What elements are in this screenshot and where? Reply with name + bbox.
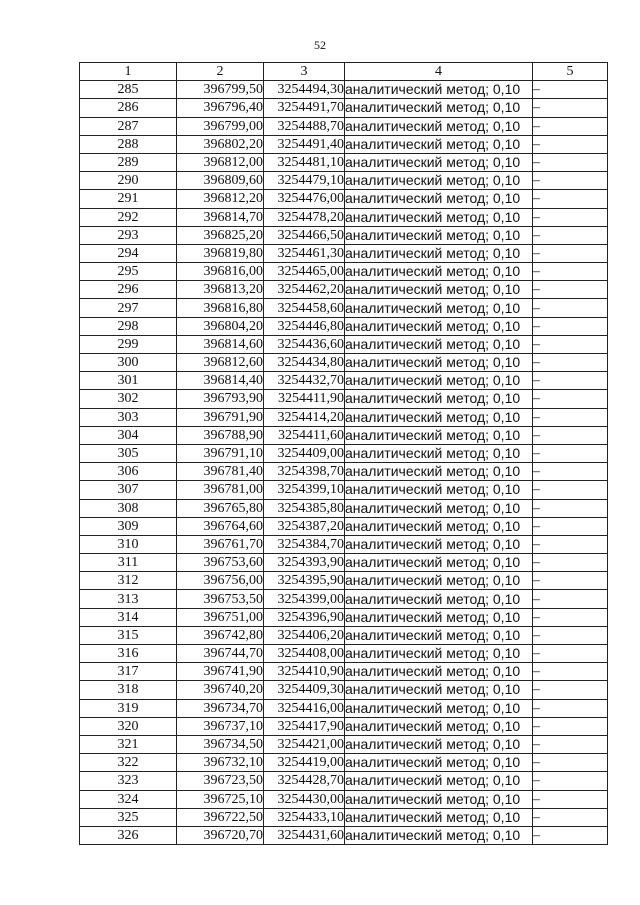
y-coordinate-cell: 3254430,00 bbox=[264, 790, 345, 808]
table-row bbox=[80, 208, 608, 226]
point-number-cell: 297 bbox=[80, 299, 177, 317]
y-coordinate-cell: 3254434,80 bbox=[264, 354, 345, 372]
y-coordinate-cell: 3254395,90 bbox=[264, 572, 345, 590]
y-coordinate-cell: 3254458,60 bbox=[264, 299, 345, 317]
y-coordinate-cell: 3254478,20 bbox=[264, 208, 345, 226]
table-row bbox=[80, 499, 608, 517]
x-coordinate-cell: 396751,00 bbox=[177, 608, 264, 626]
y-coordinate-cell: 3254421,00 bbox=[264, 735, 345, 753]
y-coordinate-cell: 3254481,10 bbox=[264, 153, 345, 171]
method-accuracy-cell: аналитический метод; 0,10 bbox=[345, 354, 533, 372]
y-coordinate-cell: 3254417,90 bbox=[264, 717, 345, 735]
note-cell: – bbox=[533, 263, 608, 281]
x-coordinate-cell: 396814,40 bbox=[177, 372, 264, 390]
x-coordinate-cell: 396816,00 bbox=[177, 263, 264, 281]
y-coordinate-cell: 3254409,30 bbox=[264, 681, 345, 699]
note-cell: – bbox=[533, 754, 608, 772]
y-coordinate-cell: 3254488,70 bbox=[264, 117, 345, 135]
note-cell: – bbox=[533, 535, 608, 553]
table-header-row bbox=[80, 63, 608, 81]
y-coordinate-cell: 3254406,20 bbox=[264, 626, 345, 644]
method-accuracy-cell: аналитический метод; 0,10 bbox=[345, 608, 533, 626]
y-coordinate-cell: 3254465,00 bbox=[264, 263, 345, 281]
table-row bbox=[80, 172, 608, 190]
method-accuracy-cell: аналитический метод; 0,10 bbox=[345, 590, 533, 608]
table-row bbox=[80, 408, 608, 426]
table-row bbox=[80, 335, 608, 353]
note-cell: – bbox=[533, 117, 608, 135]
table-row bbox=[80, 735, 608, 753]
note-cell: – bbox=[533, 645, 608, 663]
point-number-cell: 320 bbox=[80, 717, 177, 735]
table-row bbox=[80, 608, 608, 626]
y-coordinate-cell: 3254411,60 bbox=[264, 426, 345, 444]
table-row bbox=[80, 535, 608, 553]
method-accuracy-cell: аналитический метод; 0,10 bbox=[345, 281, 533, 299]
table-row bbox=[80, 281, 608, 299]
x-coordinate-cell: 396734,70 bbox=[177, 699, 264, 717]
table-row bbox=[80, 153, 608, 171]
note-cell: – bbox=[533, 444, 608, 462]
note-cell: – bbox=[533, 208, 608, 226]
table-row bbox=[80, 190, 608, 208]
method-accuracy-cell: аналитический метод; 0,10 bbox=[345, 426, 533, 444]
table-row bbox=[80, 99, 608, 117]
method-accuracy-cell: аналитический метод; 0,10 bbox=[345, 317, 533, 335]
point-number-cell: 312 bbox=[80, 572, 177, 590]
page-number: 52 bbox=[314, 38, 326, 52]
table-row bbox=[80, 754, 608, 772]
method-accuracy-cell: аналитический метод; 0,10 bbox=[345, 499, 533, 517]
method-accuracy-cell: аналитический метод; 0,10 bbox=[345, 444, 533, 462]
table-row bbox=[80, 699, 608, 717]
y-coordinate-cell: 3254436,60 bbox=[264, 335, 345, 353]
method-accuracy-cell: аналитический метод; 0,10 bbox=[345, 554, 533, 572]
table-row bbox=[80, 626, 608, 644]
point-number-cell: 307 bbox=[80, 481, 177, 499]
x-coordinate-cell: 396742,80 bbox=[177, 626, 264, 644]
table-row bbox=[80, 444, 608, 462]
x-coordinate-cell: 396720,70 bbox=[177, 826, 264, 844]
point-number-cell: 315 bbox=[80, 626, 177, 644]
point-number-cell: 285 bbox=[80, 81, 177, 99]
point-number-cell: 294 bbox=[80, 244, 177, 262]
x-coordinate-cell: 396734,50 bbox=[177, 735, 264, 753]
note-cell: – bbox=[533, 699, 608, 717]
note-cell: – bbox=[533, 135, 608, 153]
x-coordinate-cell: 396741,90 bbox=[177, 663, 264, 681]
y-coordinate-cell: 3254494,30 bbox=[264, 81, 345, 99]
y-coordinate-cell: 3254446,80 bbox=[264, 317, 345, 335]
note-cell: – bbox=[533, 226, 608, 244]
method-accuracy-cell: аналитический метод; 0,10 bbox=[345, 645, 533, 663]
x-coordinate-cell: 396825,20 bbox=[177, 226, 264, 244]
y-coordinate-cell: 3254491,40 bbox=[264, 135, 345, 153]
table-row bbox=[80, 117, 608, 135]
method-accuracy-cell: аналитический метод; 0,10 bbox=[345, 790, 533, 808]
y-coordinate-cell: 3254466,50 bbox=[264, 226, 345, 244]
method-accuracy-cell: аналитический метод; 0,10 bbox=[345, 663, 533, 681]
point-number-cell: 295 bbox=[80, 263, 177, 281]
method-accuracy-cell: аналитический метод; 0,10 bbox=[345, 754, 533, 772]
x-coordinate-cell: 396819,80 bbox=[177, 244, 264, 262]
column-header: 1 bbox=[80, 63, 177, 81]
x-coordinate-cell: 396813,20 bbox=[177, 281, 264, 299]
x-coordinate-cell: 396802,20 bbox=[177, 135, 264, 153]
note-cell: – bbox=[533, 81, 608, 99]
method-accuracy-cell: аналитический метод; 0,10 bbox=[345, 626, 533, 644]
y-coordinate-cell: 3254416,00 bbox=[264, 699, 345, 717]
note-cell: – bbox=[533, 426, 608, 444]
method-accuracy-cell: аналитический метод; 0,10 bbox=[345, 699, 533, 717]
table-row bbox=[80, 554, 608, 572]
note-cell: – bbox=[533, 244, 608, 262]
method-accuracy-cell: аналитический метод; 0,10 bbox=[345, 390, 533, 408]
table-row bbox=[80, 463, 608, 481]
x-coordinate-cell: 396737,10 bbox=[177, 717, 264, 735]
point-number-cell: 317 bbox=[80, 663, 177, 681]
y-coordinate-cell: 3254476,00 bbox=[264, 190, 345, 208]
method-accuracy-cell: аналитический метод; 0,10 bbox=[345, 172, 533, 190]
x-coordinate-cell: 396756,00 bbox=[177, 572, 264, 590]
point-number-cell: 314 bbox=[80, 608, 177, 626]
table-row bbox=[80, 590, 608, 608]
x-coordinate-cell: 396804,20 bbox=[177, 317, 264, 335]
point-number-cell: 309 bbox=[80, 517, 177, 535]
point-number-cell: 299 bbox=[80, 335, 177, 353]
note-cell: – bbox=[533, 172, 608, 190]
method-accuracy-cell: аналитический метод; 0,10 bbox=[345, 517, 533, 535]
method-accuracy-cell: аналитический метод; 0,10 bbox=[345, 153, 533, 171]
method-accuracy-cell: аналитический метод; 0,10 bbox=[345, 226, 533, 244]
x-coordinate-cell: 396791,10 bbox=[177, 444, 264, 462]
method-accuracy-cell: аналитический метод; 0,10 bbox=[345, 535, 533, 553]
x-coordinate-cell: 396781,40 bbox=[177, 463, 264, 481]
y-coordinate-cell: 3254433,10 bbox=[264, 808, 345, 826]
x-coordinate-cell: 396788,90 bbox=[177, 426, 264, 444]
point-number-cell: 302 bbox=[80, 390, 177, 408]
table-row bbox=[80, 299, 608, 317]
point-number-cell: 292 bbox=[80, 208, 177, 226]
y-coordinate-cell: 3254431,60 bbox=[264, 826, 345, 844]
note-cell: – bbox=[533, 772, 608, 790]
x-coordinate-cell: 396723,50 bbox=[177, 772, 264, 790]
point-number-cell: 304 bbox=[80, 426, 177, 444]
note-cell: – bbox=[533, 554, 608, 572]
table-row bbox=[80, 135, 608, 153]
y-coordinate-cell: 3254385,80 bbox=[264, 499, 345, 517]
y-coordinate-cell: 3254399,10 bbox=[264, 481, 345, 499]
y-coordinate-cell: 3254393,90 bbox=[264, 554, 345, 572]
point-number-cell: 298 bbox=[80, 317, 177, 335]
note-cell: – bbox=[533, 354, 608, 372]
method-accuracy-cell: аналитический метод; 0,10 bbox=[345, 772, 533, 790]
note-cell: – bbox=[533, 390, 608, 408]
note-cell: – bbox=[533, 790, 608, 808]
column-header: 5 bbox=[533, 63, 608, 81]
y-coordinate-cell: 3254408,00 bbox=[264, 645, 345, 663]
point-number-cell: 287 bbox=[80, 117, 177, 135]
table-row bbox=[80, 717, 608, 735]
table-row bbox=[80, 772, 608, 790]
method-accuracy-cell: аналитический метод; 0,10 bbox=[345, 408, 533, 426]
point-number-cell: 325 bbox=[80, 808, 177, 826]
method-accuracy-cell: аналитический метод; 0,10 bbox=[345, 99, 533, 117]
table-row bbox=[80, 263, 608, 281]
table-row bbox=[80, 426, 608, 444]
table-body bbox=[80, 81, 608, 845]
x-coordinate-cell: 396812,00 bbox=[177, 153, 264, 171]
method-accuracy-cell: аналитический метод; 0,10 bbox=[345, 135, 533, 153]
y-coordinate-cell: 3254491,70 bbox=[264, 99, 345, 117]
note-cell: – bbox=[533, 299, 608, 317]
table-row bbox=[80, 481, 608, 499]
point-number-cell: 310 bbox=[80, 535, 177, 553]
y-coordinate-cell: 3254479,10 bbox=[264, 172, 345, 190]
method-accuracy-cell: аналитический метод; 0,10 bbox=[345, 481, 533, 499]
method-accuracy-cell: аналитический метод; 0,10 bbox=[345, 81, 533, 99]
y-coordinate-cell: 3254410,90 bbox=[264, 663, 345, 681]
y-coordinate-cell: 3254409,00 bbox=[264, 444, 345, 462]
note-cell: – bbox=[533, 335, 608, 353]
note-cell: – bbox=[533, 717, 608, 735]
note-cell: – bbox=[533, 317, 608, 335]
coordinates-table bbox=[79, 62, 608, 845]
point-number-cell: 323 bbox=[80, 772, 177, 790]
x-coordinate-cell: 396812,60 bbox=[177, 354, 264, 372]
x-coordinate-cell: 396799,00 bbox=[177, 117, 264, 135]
table-row bbox=[80, 244, 608, 262]
x-coordinate-cell: 396761,70 bbox=[177, 535, 264, 553]
x-coordinate-cell: 396812,20 bbox=[177, 190, 264, 208]
y-coordinate-cell: 3254432,70 bbox=[264, 372, 345, 390]
note-cell: – bbox=[533, 735, 608, 753]
note-cell: – bbox=[533, 517, 608, 535]
x-coordinate-cell: 396793,90 bbox=[177, 390, 264, 408]
point-number-cell: 318 bbox=[80, 681, 177, 699]
column-header: 2 bbox=[177, 63, 264, 81]
x-coordinate-cell: 396732,10 bbox=[177, 754, 264, 772]
point-number-cell: 301 bbox=[80, 372, 177, 390]
y-coordinate-cell: 3254396,90 bbox=[264, 608, 345, 626]
point-number-cell: 313 bbox=[80, 590, 177, 608]
x-coordinate-cell: 396791,90 bbox=[177, 408, 264, 426]
x-coordinate-cell: 396816,80 bbox=[177, 299, 264, 317]
note-cell: – bbox=[533, 372, 608, 390]
method-accuracy-cell: аналитический метод; 0,10 bbox=[345, 572, 533, 590]
note-cell: – bbox=[533, 463, 608, 481]
x-coordinate-cell: 396740,20 bbox=[177, 681, 264, 699]
column-header: 3 bbox=[264, 63, 345, 81]
method-accuracy-cell: аналитический метод; 0,10 bbox=[345, 826, 533, 844]
point-number-cell: 303 bbox=[80, 408, 177, 426]
point-number-cell: 311 bbox=[80, 554, 177, 572]
note-cell: – bbox=[533, 826, 608, 844]
method-accuracy-cell: аналитический метод; 0,10 bbox=[345, 299, 533, 317]
point-number-cell: 319 bbox=[80, 699, 177, 717]
x-coordinate-cell: 396764,60 bbox=[177, 517, 264, 535]
method-accuracy-cell: аналитический метод; 0,10 bbox=[345, 735, 533, 753]
note-cell: – bbox=[533, 99, 608, 117]
x-coordinate-cell: 396753,60 bbox=[177, 554, 264, 572]
note-cell: – bbox=[533, 608, 608, 626]
note-cell: – bbox=[533, 408, 608, 426]
note-cell: – bbox=[533, 808, 608, 826]
x-coordinate-cell: 396814,70 bbox=[177, 208, 264, 226]
point-number-cell: 308 bbox=[80, 499, 177, 517]
table-row bbox=[80, 572, 608, 590]
point-number-cell: 326 bbox=[80, 826, 177, 844]
point-number-cell: 306 bbox=[80, 463, 177, 481]
note-cell: – bbox=[533, 190, 608, 208]
table-row bbox=[80, 226, 608, 244]
table-row bbox=[80, 517, 608, 535]
x-coordinate-cell: 396781,00 bbox=[177, 481, 264, 499]
table-row bbox=[80, 645, 608, 663]
point-number-cell: 286 bbox=[80, 99, 177, 117]
method-accuracy-cell: аналитический метод; 0,10 bbox=[345, 244, 533, 262]
x-coordinate-cell: 396809,60 bbox=[177, 172, 264, 190]
table-row bbox=[80, 81, 608, 99]
note-cell: – bbox=[533, 663, 608, 681]
column-header: 4 bbox=[345, 63, 533, 81]
y-coordinate-cell: 3254419,00 bbox=[264, 754, 345, 772]
point-number-cell: 322 bbox=[80, 754, 177, 772]
table-row bbox=[80, 390, 608, 408]
note-cell: – bbox=[533, 281, 608, 299]
y-coordinate-cell: 3254414,20 bbox=[264, 408, 345, 426]
x-coordinate-cell: 396796,40 bbox=[177, 99, 264, 117]
table-row bbox=[80, 354, 608, 372]
method-accuracy-cell: аналитический метод; 0,10 bbox=[345, 681, 533, 699]
method-accuracy-cell: аналитический метод; 0,10 bbox=[345, 717, 533, 735]
y-coordinate-cell: 3254384,70 bbox=[264, 535, 345, 553]
x-coordinate-cell: 396725,10 bbox=[177, 790, 264, 808]
note-cell: – bbox=[533, 481, 608, 499]
y-coordinate-cell: 3254462,20 bbox=[264, 281, 345, 299]
x-coordinate-cell: 396814,60 bbox=[177, 335, 264, 353]
note-cell: – bbox=[533, 499, 608, 517]
y-coordinate-cell: 3254428,70 bbox=[264, 772, 345, 790]
x-coordinate-cell: 396744,70 bbox=[177, 645, 264, 663]
point-number-cell: 324 bbox=[80, 790, 177, 808]
table-row bbox=[80, 826, 608, 844]
y-coordinate-cell: 3254387,20 bbox=[264, 517, 345, 535]
table-row bbox=[80, 681, 608, 699]
note-cell: – bbox=[533, 626, 608, 644]
x-coordinate-cell: 396765,80 bbox=[177, 499, 264, 517]
note-cell: – bbox=[533, 153, 608, 171]
x-coordinate-cell: 396799,50 bbox=[177, 81, 264, 99]
x-coordinate-cell: 396753,50 bbox=[177, 590, 264, 608]
point-number-cell: 290 bbox=[80, 172, 177, 190]
table-row bbox=[80, 663, 608, 681]
point-number-cell: 300 bbox=[80, 354, 177, 372]
y-coordinate-cell: 3254411,90 bbox=[264, 390, 345, 408]
method-accuracy-cell: аналитический метод; 0,10 bbox=[345, 190, 533, 208]
note-cell: – bbox=[533, 590, 608, 608]
point-number-cell: 288 bbox=[80, 135, 177, 153]
point-number-cell: 305 bbox=[80, 444, 177, 462]
method-accuracy-cell: аналитический метод; 0,10 bbox=[345, 263, 533, 281]
point-number-cell: 293 bbox=[80, 226, 177, 244]
x-coordinate-cell: 396722,50 bbox=[177, 808, 264, 826]
method-accuracy-cell: аналитический метод; 0,10 bbox=[345, 335, 533, 353]
table-row bbox=[80, 808, 608, 826]
method-accuracy-cell: аналитический метод; 0,10 bbox=[345, 208, 533, 226]
table-row bbox=[80, 317, 608, 335]
point-number-cell: 291 bbox=[80, 190, 177, 208]
note-cell: – bbox=[533, 572, 608, 590]
point-number-cell: 296 bbox=[80, 281, 177, 299]
y-coordinate-cell: 3254399,00 bbox=[264, 590, 345, 608]
method-accuracy-cell: аналитический метод; 0,10 bbox=[345, 117, 533, 135]
table-row bbox=[80, 790, 608, 808]
y-coordinate-cell: 3254398,70 bbox=[264, 463, 345, 481]
note-cell: – bbox=[533, 681, 608, 699]
point-number-cell: 316 bbox=[80, 645, 177, 663]
method-accuracy-cell: аналитический метод; 0,10 bbox=[345, 808, 533, 826]
table-row bbox=[80, 372, 608, 390]
y-coordinate-cell: 3254461,30 bbox=[264, 244, 345, 262]
point-number-cell: 321 bbox=[80, 735, 177, 753]
method-accuracy-cell: аналитический метод; 0,10 bbox=[345, 463, 533, 481]
point-number-cell: 289 bbox=[80, 153, 177, 171]
method-accuracy-cell: аналитический метод; 0,10 bbox=[345, 372, 533, 390]
